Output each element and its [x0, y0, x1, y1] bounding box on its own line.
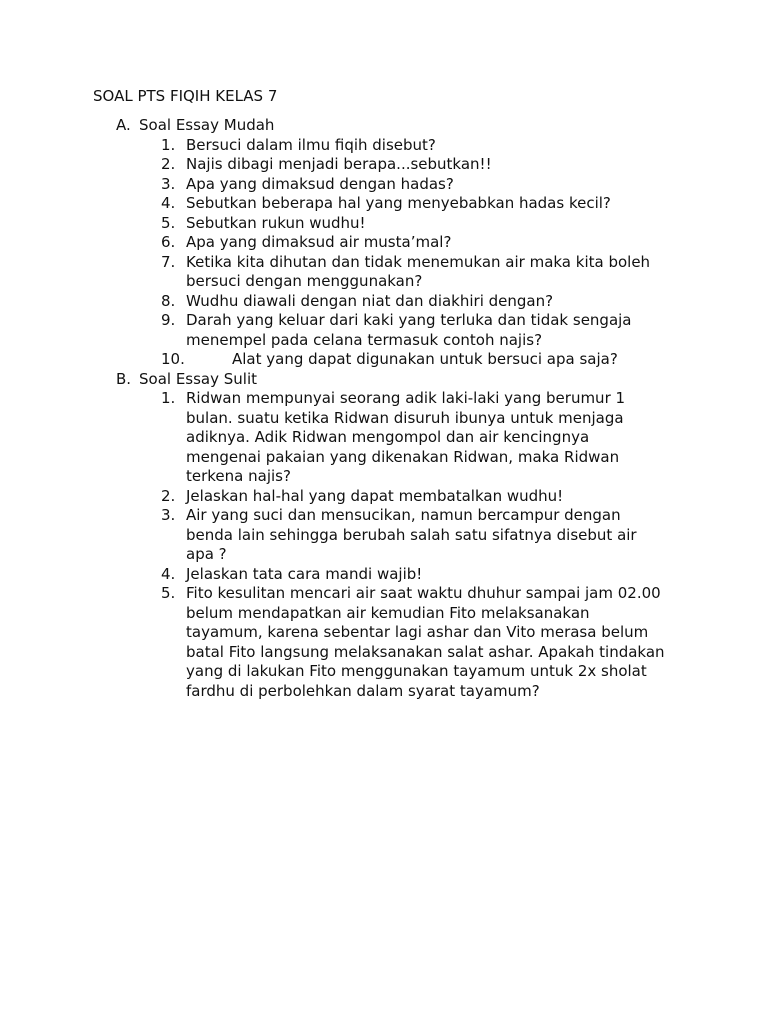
question-text: Najis dibagi menjadi berapa...sebutkan!! — [186, 155, 492, 173]
question-text: Bersuci dalam ilmu fiqih disebut? — [186, 135, 436, 154]
question-item — [0, 292, 666, 312]
question-list — [0, 136, 768, 370]
section-label: Soal Essay Mudah — [139, 116, 275, 134]
question-text: Sebutkan beberapa hal yang menyebabkan hadas kecil? — [186, 194, 611, 212]
question-number: 6. — [161, 233, 176, 251]
question-text: Apa yang dimaksud dengan hadas? — [186, 174, 454, 193]
question-number: 4. — [161, 194, 176, 212]
question-number: 10. — [161, 350, 185, 368]
question-number: 3. — [161, 506, 176, 524]
question-text: Jelaskan tata cara mandi wajib! — [186, 564, 423, 583]
question-number: 1. — [161, 389, 176, 407]
question-text: Air yang suci dan mensucikan, namun bercampur dengan benda lain sehingga berubah salah satu sifatnya disebut air apa ? — [186, 506, 637, 563]
section-a — [0, 116, 768, 370]
question-item — [0, 253, 666, 292]
question-item — [0, 136, 666, 156]
question-item — [0, 155, 666, 175]
section-marker: A. — [116, 116, 131, 134]
question-item — [0, 311, 666, 350]
question-item — [0, 506, 666, 565]
question-text: Apa yang dimaksud air musta’mal? — [186, 233, 452, 251]
question-number: 7. — [161, 252, 176, 271]
section-heading — [0, 370, 768, 390]
question-number: 2. — [161, 155, 176, 173]
question-item — [0, 487, 666, 507]
question-item — [0, 389, 666, 487]
question-number: 3. — [161, 174, 176, 193]
question-number: 4. — [161, 564, 176, 583]
question-item — [0, 214, 666, 234]
section-b — [0, 370, 768, 702]
question-item — [0, 175, 666, 195]
section-marker: B. — [116, 369, 132, 388]
question-number: 8. — [161, 291, 176, 310]
section-list — [0, 116, 768, 701]
section-label: Soal Essay Sulit — [139, 369, 258, 388]
question-text: Jelaskan hal-hal yang dapat membatalkan wudhu! — [186, 486, 564, 505]
question-item — [0, 565, 666, 585]
question-list — [0, 389, 768, 701]
question-text: Alat yang dapat digunakan untuk bersuci apa saja? — [232, 350, 618, 368]
section-heading — [0, 116, 768, 136]
question-number: 2. — [161, 486, 176, 505]
question-number: 5. — [161, 213, 176, 232]
question-number: 1. — [161, 135, 176, 154]
question-text: Ketika kita dihutan dan tidak menemukan air maka kita boleh bersuci dengan menggunakan? — [186, 252, 651, 290]
document-title: SOAL PTS FIQIH KELAS 7 — [93, 87, 278, 105]
question-text: Fito kesulitan mencari air saat waktu dhuhur sampai jam 02.00 belum mendapatkan air kemudian Fito melaksanakan tayamum, karena sebentar lagi ashar dan Vito merasa belum batal Fito langsung melaksanakan salat ashar. Apakah tindakan yang di lakukan Fito menggunakan tayamum untuk 2x sholat fardhu di perbolehkan dalam syarat tayamum? — [186, 584, 665, 700]
question-item — [0, 194, 666, 214]
question-text: Wudhu diawali dengan niat dan diakhiri dengan? — [186, 291, 554, 310]
question-number: 5. — [161, 584, 176, 602]
question-text: Darah yang keluar dari kaki yang terluka dan tidak sengaja menempel pada celana termasuk contoh najis? — [186, 311, 632, 349]
question-text: Sebutkan rukun wudhu! — [186, 213, 366, 232]
question-item — [0, 350, 712, 370]
question-item — [0, 584, 666, 701]
question-number: 9. — [161, 311, 176, 329]
question-item — [0, 233, 666, 253]
question-text: Ridwan mempunyai seorang adik laki-laki yang berumur 1 bulan. suatu ketika Ridwan disuruh ibunya untuk menjaga adiknya. Adik Ridwan mengompol dan air kencingnya mengenai pakaian yang dikenakan Ridwan, maka Ridwan terkena najis? — [186, 389, 626, 485]
